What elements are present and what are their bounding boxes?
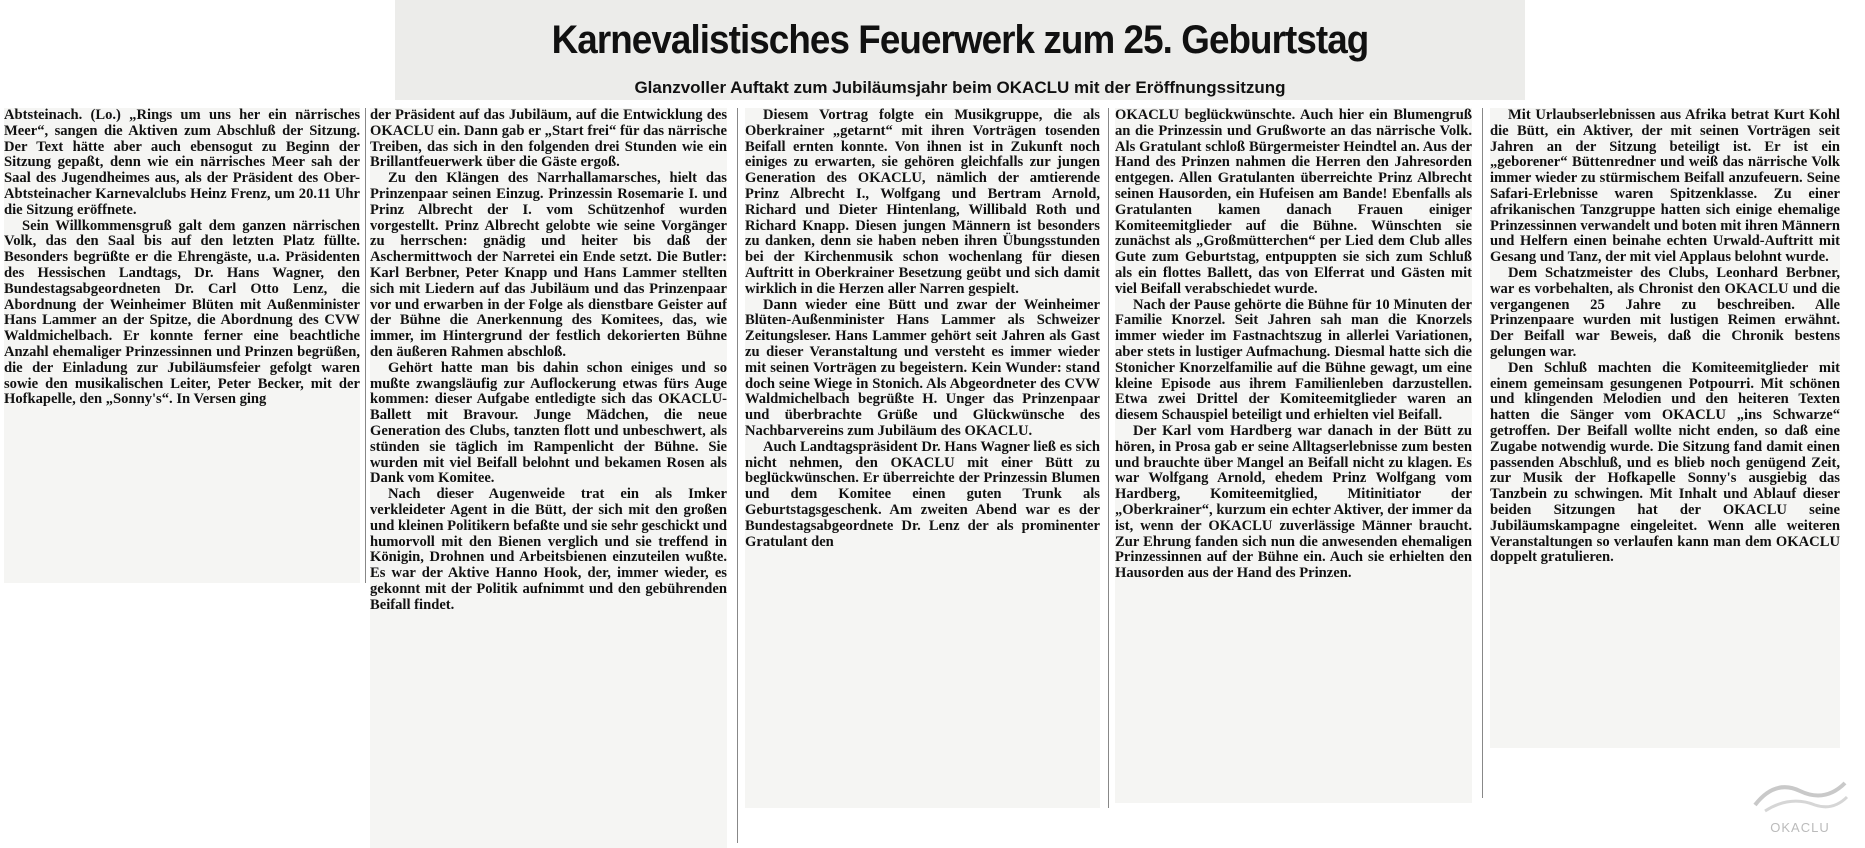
article-column-2 bbox=[370, 108, 727, 848]
paragraph: OKACLU beglückwünschte. Auch hier ein Blumengruß an die Prinzessin und Grußworte an das närrische Volk. Als Gratulant schloß Bürgermeister Heindtel an. Aus der Hand des Prinzen nahmen die Herren den Jahresorden entgegen. Allen Gratulanten überreichte Prinz Albrecht seinen Hausorden, ein Hufeisen am Bande! Ebenfalls als Gratulanten kamen danach Frauen einiger Komiteemitglieder auf die Bühne. Wünschten sie zunächst als „Großmütterchen“ per Lied dem Club alles Gute zum Geburtstag, entpuppten sie sich zum Schluß als ein flottes Ballett, das von Elferrat und Gästen mit viel Beifall verabschiedet wurde. bbox=[1115, 108, 1472, 297]
paragraph: Dem Schatzmeister des Clubs, Leonhard Berbner, war es vorbehalten, als Chronist den OKACLU und die vergangenen 25 Jahre zu beschreiben. Alle Prinzenpaare wurden mit lustigen Reimen erwähnt. Der Beifall war Beweis, daß die Chronik bestens gelungen war. bbox=[1490, 264, 1840, 360]
paragraph: Gehört hatte man bis dahin schon einiges und so mußte zwangsläufig zur Auflockerung etwas fürs Auge kommen: dieser Aufgabe entledigte sich das OKACLU-Ballett mit Bravour. Junge Mädchen, die neue Generation des Clubs, tanzten flott und unbeschwert, als stünden sie täglich im Rampenlicht der Bühne. Sie wurden mit viel Beifall belohnt und bekamen Rosen als Dank vom Komitee. bbox=[370, 359, 727, 487]
okaclu-logo-icon bbox=[1745, 775, 1855, 835]
paragraph: Diesem Vortrag folgte ein Musikgruppe, die als Oberkrainer „getarnt“ mit ihren Vorträgen tosenden Beifall ernten konnte. Von ihnen ist in Zukunft noch einiges zu erwarten, sie gehören gleichfalls zur jungen Generation des OKACLU, nämlich der amtierende Prinz Albrecht I., Wolfgang und Bertram Arnold, Richard und Dieter Hintenlang, Willibald Roth und Richard Knapp. Diesen jungen Männern ist besonders zu danken, denn sie haben neben ihren Übungsstunden bei der Kirchenmusik schon wochenlang für diesen Auftritt in Oberkrainer Besetzung geübt und sich damit wirklich in die Herzen aller Narren gespielt. bbox=[745, 108, 1100, 297]
paragraph: Nach dieser Augenweide trat ein als Imker verkleideter Agent in die Bütt, der sich mit den großen und kleinen Politikern befaßte und sie sehr geschickt und humorvoll mit den Bienen verglich und sie treffend in Königin, Drohnen und Arbeitsbienen einzuteilen wußte. Es war der Aktive Hanno Hook, der, immer wieder, es gekonnt mit der Politik aufnimmt und den gebührenden Beifall findet. bbox=[370, 486, 727, 613]
article-column-5 bbox=[1490, 108, 1840, 748]
article-column-3 bbox=[745, 108, 1100, 808]
article-column-4 bbox=[1115, 108, 1472, 803]
article-subheadline: Glanzvoller Auftakt zum Jubiläumsjahr beim OKACLU mit der Eröffnungssitzung bbox=[634, 78, 1286, 97]
paragraph: Abtsteinach. (Lo.) „Rings um uns her ein närrisches Meer“, sangen die Aktiven zum Abschluß der Sitzung. Der Text hätte aber auch ebensogut zu Beginn der Sitzung gepaßt, denn wie ein närrisches Meer sah der Saal des Jugendheimes aus, als der Präsident des Ober-Abtsteinacher Karnevalclubs Heinz Frenz, um 20.11 Uhr die Sitzung eröffnete. bbox=[4, 108, 360, 218]
watermark-text: OKACLU bbox=[1770, 820, 1830, 835]
column-divider bbox=[1108, 108, 1109, 808]
paragraph: Nach der Pause gehörte die Bühne für 10 Minuten der Familie Knorzel. Seit Jahren sah man die Knorzels immer wieder im Fastnachtszug in allerlei Variationen, aber stets in lustiger Aufmachung. Diesmal hatte sich die Stonicher Knorzelfamilie auf die Bühne gewagt, um eine kleine Episode aus ihrem Familienleben darzustellen. Etwa zwei Drittel der Komiteemitglieder waren an diesem Schauspiel beteiligt und erhielten viel Beifall. bbox=[1115, 296, 1472, 424]
article-headline: Karnevalistisches Feuerwerk zum 25. Geburtstag bbox=[551, 18, 1369, 62]
okaclu-logo-graphic bbox=[1745, 775, 1855, 819]
column-divider bbox=[737, 108, 738, 843]
column-divider bbox=[1482, 108, 1483, 798]
paragraph: der Präsident auf das Jubiläum, auf die Entwicklung des OKACLU ein. Dann gab er „Start frei“ für das närrische Treiben, das sich in den folgenden drei Stunden wie ein Brillantfeuerwerk über die Gäste ergoß. bbox=[370, 108, 727, 171]
paragraph: Auch Landtagspräsident Dr. Hans Wagner ließ es sich nicht nehmen, den OKACLU mit einer Bütt zu beglückwünschen. Er überreichte der Prinzessin Blumen und dem Komitee einen guten Trunk als Geburtstagsgeschenk. Am zweiten Abend war es der Bundestagsabgeordnete Dr. Lenz der als prominenter Gratulant den bbox=[745, 438, 1100, 550]
paragraph: Der Karl vom Hardberg war danach in der Bütt zu hören, in Prosa gab er seine Alltagserlebnisse zum besten und brauchte über Mangel an Beifall nicht zu klagen. Es war Wolfgang Arnold, ehedem Prinz Wolfgang vom Hardberg, Komiteemitglied, Mitinitiator der „Oberkrainer“, kurzum ein echter Aktiver, der immer da ist, wenn der OKACLU zuverlässige Männer braucht. Zur Ehrung fanden sich nun die anwesenden ehemaligen Prinzessinnen auf der Bühne ein. Auch sie erhielten den Hausorden aus der Hand des Prinzen. bbox=[1115, 422, 1472, 582]
paragraph: Mit Urlaubserlebnissen aus Afrika betrat Kurt Kohl die Bütt, ein Aktiver, der mit seinen Vorträgen seit Jahren an der Sitzung beteiligt ist. Er ist ein „geborener“ Büttenredner und weiß das närrische Volk immer wieder zu stürmischem Beifall anzufeuern. Seine Safari-Erlebnisse waren Spitzenklasse. Zu einer afrikanischen Tanzgruppe hatten sich einige ehemalige Prinzessinnen verwandelt und boten mit ihren Männern und Helfern einen beinahe echten Urwald-Auftritt mit Gesang und Tanz, der mit viel Applaus belohnt wurde. bbox=[1490, 108, 1840, 266]
paragraph: Den Schluß machten die Komiteemitglieder mit einem gemeinsam gesungenen Potpourri. Mit schönen und klingenden Melodien und den heiteren Texten hatten die Sänger vom OKACLU „ins Schwarze“ getroffen. Der Beifall wollte nicht enden, so daß eine Zugabe notwendig wurde. Die Sitzung fand damit einen passenden Abschluß, und es blieb noch genügend Zeit, zur Musik der Hofkapelle Sonny's ausgiebig das Tanzbein zu schwingen. Mit Inhalt und Ablauf dieser beiden Sitzungen hat der OKACLU seine Jubiläumskampagne eingeleitet. Wenn alle weiteren Veranstaltungen so verlaufen kann man dem OKACLU doppelt gratulieren. bbox=[1490, 359, 1840, 566]
column-divider bbox=[365, 108, 366, 583]
paragraph: Dann wieder eine Bütt und zwar der Weinheimer Blüten-Außenminister Hans Lammer als Schweizer Zeitungsleser. Hans Lammer gehört seit Jahren als Gast zu dieser Veranstaltung und versteht es immer wieder mit seinen Vorträgen zu begeistern. Kein Wunder: stand doch seine Wiege in Stonich. Als Abgeordneter des CVW Waldmichelbach begrüßte H. Unger das Prinzenpaar und überbrachte Grüße und Glückwünsche des Nachbarvereins zum Jubiläum des OKACLU. bbox=[745, 296, 1100, 439]
paragraph: Zu den Klängen des Narrhallamarsches, hielt das Prinzenpaar seinen Einzug. Prinzessin Rosemarie I. und Prinz Albrecht der I. vom Schützenhof wurden vorgestellt. Prinz Albrecht gelobte wie seine Vorgänger zu herrschen: gnädig und heiter bis daß der Aschermittwoch der Narretei ein Ende setzt. Die Butler: Karl Berbner, Peter Knapp und Hans Lammer stellten sich mit Liedern auf das Jubiläum und das Prinzenpaar vor und erwarben in der Folge als dienstbare Geister auf der Bühne die Anerkennung des Komitees, das, wie immer, im Hintergrund der festlich dekorierten Bühne den äußeren Rahmen abschloß. bbox=[370, 170, 727, 360]
paragraph: Sein Willkommensgruß galt dem ganzen närrischen Volk, das den Saal bis auf den letzten Platz füllte. Besonders begrüßte er die Ehrengäste, u.a. Präsidenten des Hessischen Landtags, Dr. Hans Wagner, den Bundestagsabgeordneten Dr. Carl Otto Lenz, die Abordnung der Weinheimer Blüten mit Außenminister Hans Lammer an der Spitze, die Abordnung des CVW Waldmichelbach. Er konnte ferner eine beachtliche Anzahl ehemaliger Prinzessinnen und Prinzen begrüßen, die der Einladung zur Jubiläumsfeier gefolgt waren sowie den musikalischen Leiter, Peter Becker, mit der Hofkapelle, den „Sonny's“. In Versen ging bbox=[4, 217, 360, 408]
article-column-1 bbox=[4, 108, 360, 583]
